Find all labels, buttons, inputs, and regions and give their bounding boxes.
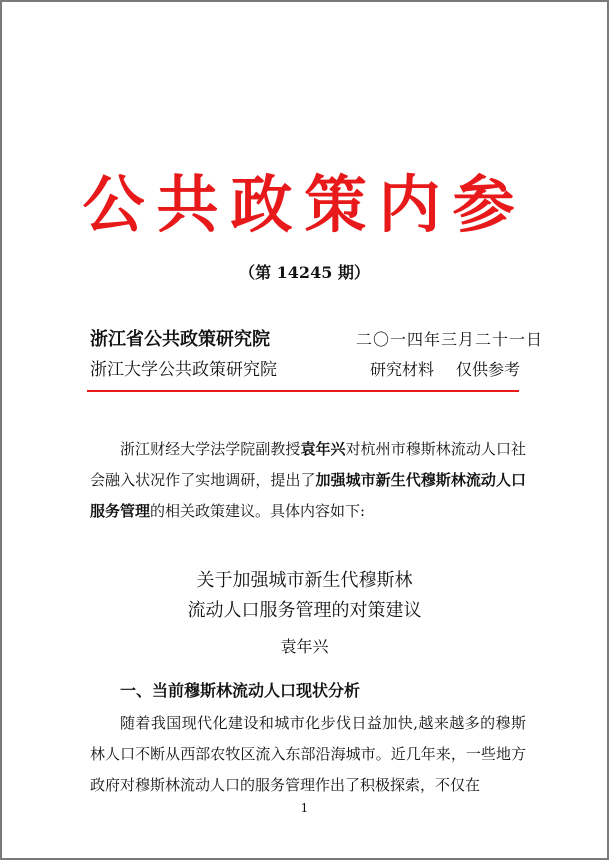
red-divider <box>87 390 519 392</box>
distribution-note <box>370 359 520 381</box>
article-title-line2: 流动人口服务管理的对策建议 <box>187 600 422 621</box>
intro-paragraph <box>90 434 526 527</box>
intro-text-1: 浙江财经大学法学院副教授 <box>120 440 301 458</box>
page-number: 1 <box>300 801 309 815</box>
section-heading: 一、当前穆斯林流动人口现状分析 <box>120 681 361 700</box>
intro-topic: 加强城市新生代穆斯林流动人口服务管理 <box>90 471 526 520</box>
intro-author-name: 袁年兴 <box>300 440 346 458</box>
intro-text-2: 对杭州市穆斯林流动人口社会融入状况作了实地调研，提出了 <box>90 440 526 489</box>
publish-date: 二〇一四年三月二十一日 <box>356 330 544 349</box>
masthead-title: 公共政策内参 <box>82 168 527 241</box>
note-research-material: 研究材料 <box>370 360 435 379</box>
org-secondary: 浙江大学公共政策研究院 <box>90 360 277 380</box>
org-primary: 浙江省公共政策研究院 <box>90 329 270 350</box>
article-author: 袁年兴 <box>280 637 329 656</box>
article-title-line1: 关于加强城市新生代穆斯林 <box>196 570 413 591</box>
body-paragraph: 随着我国现代化建设和城市化步伐日益加快,越来越多的穆斯林人口不断从西部农牧区流入东部沿海城市。近几年来，一些地方政府对穆斯林流动人口的服务管理作出了积极探索，不仅在 <box>90 714 526 794</box>
intro-text-3: 的相关政策建议。具体内容如下: <box>150 502 366 520</box>
issue-number: （第 14245 期） <box>239 263 370 282</box>
note-reference-only: 仅供参考 <box>456 360 521 379</box>
